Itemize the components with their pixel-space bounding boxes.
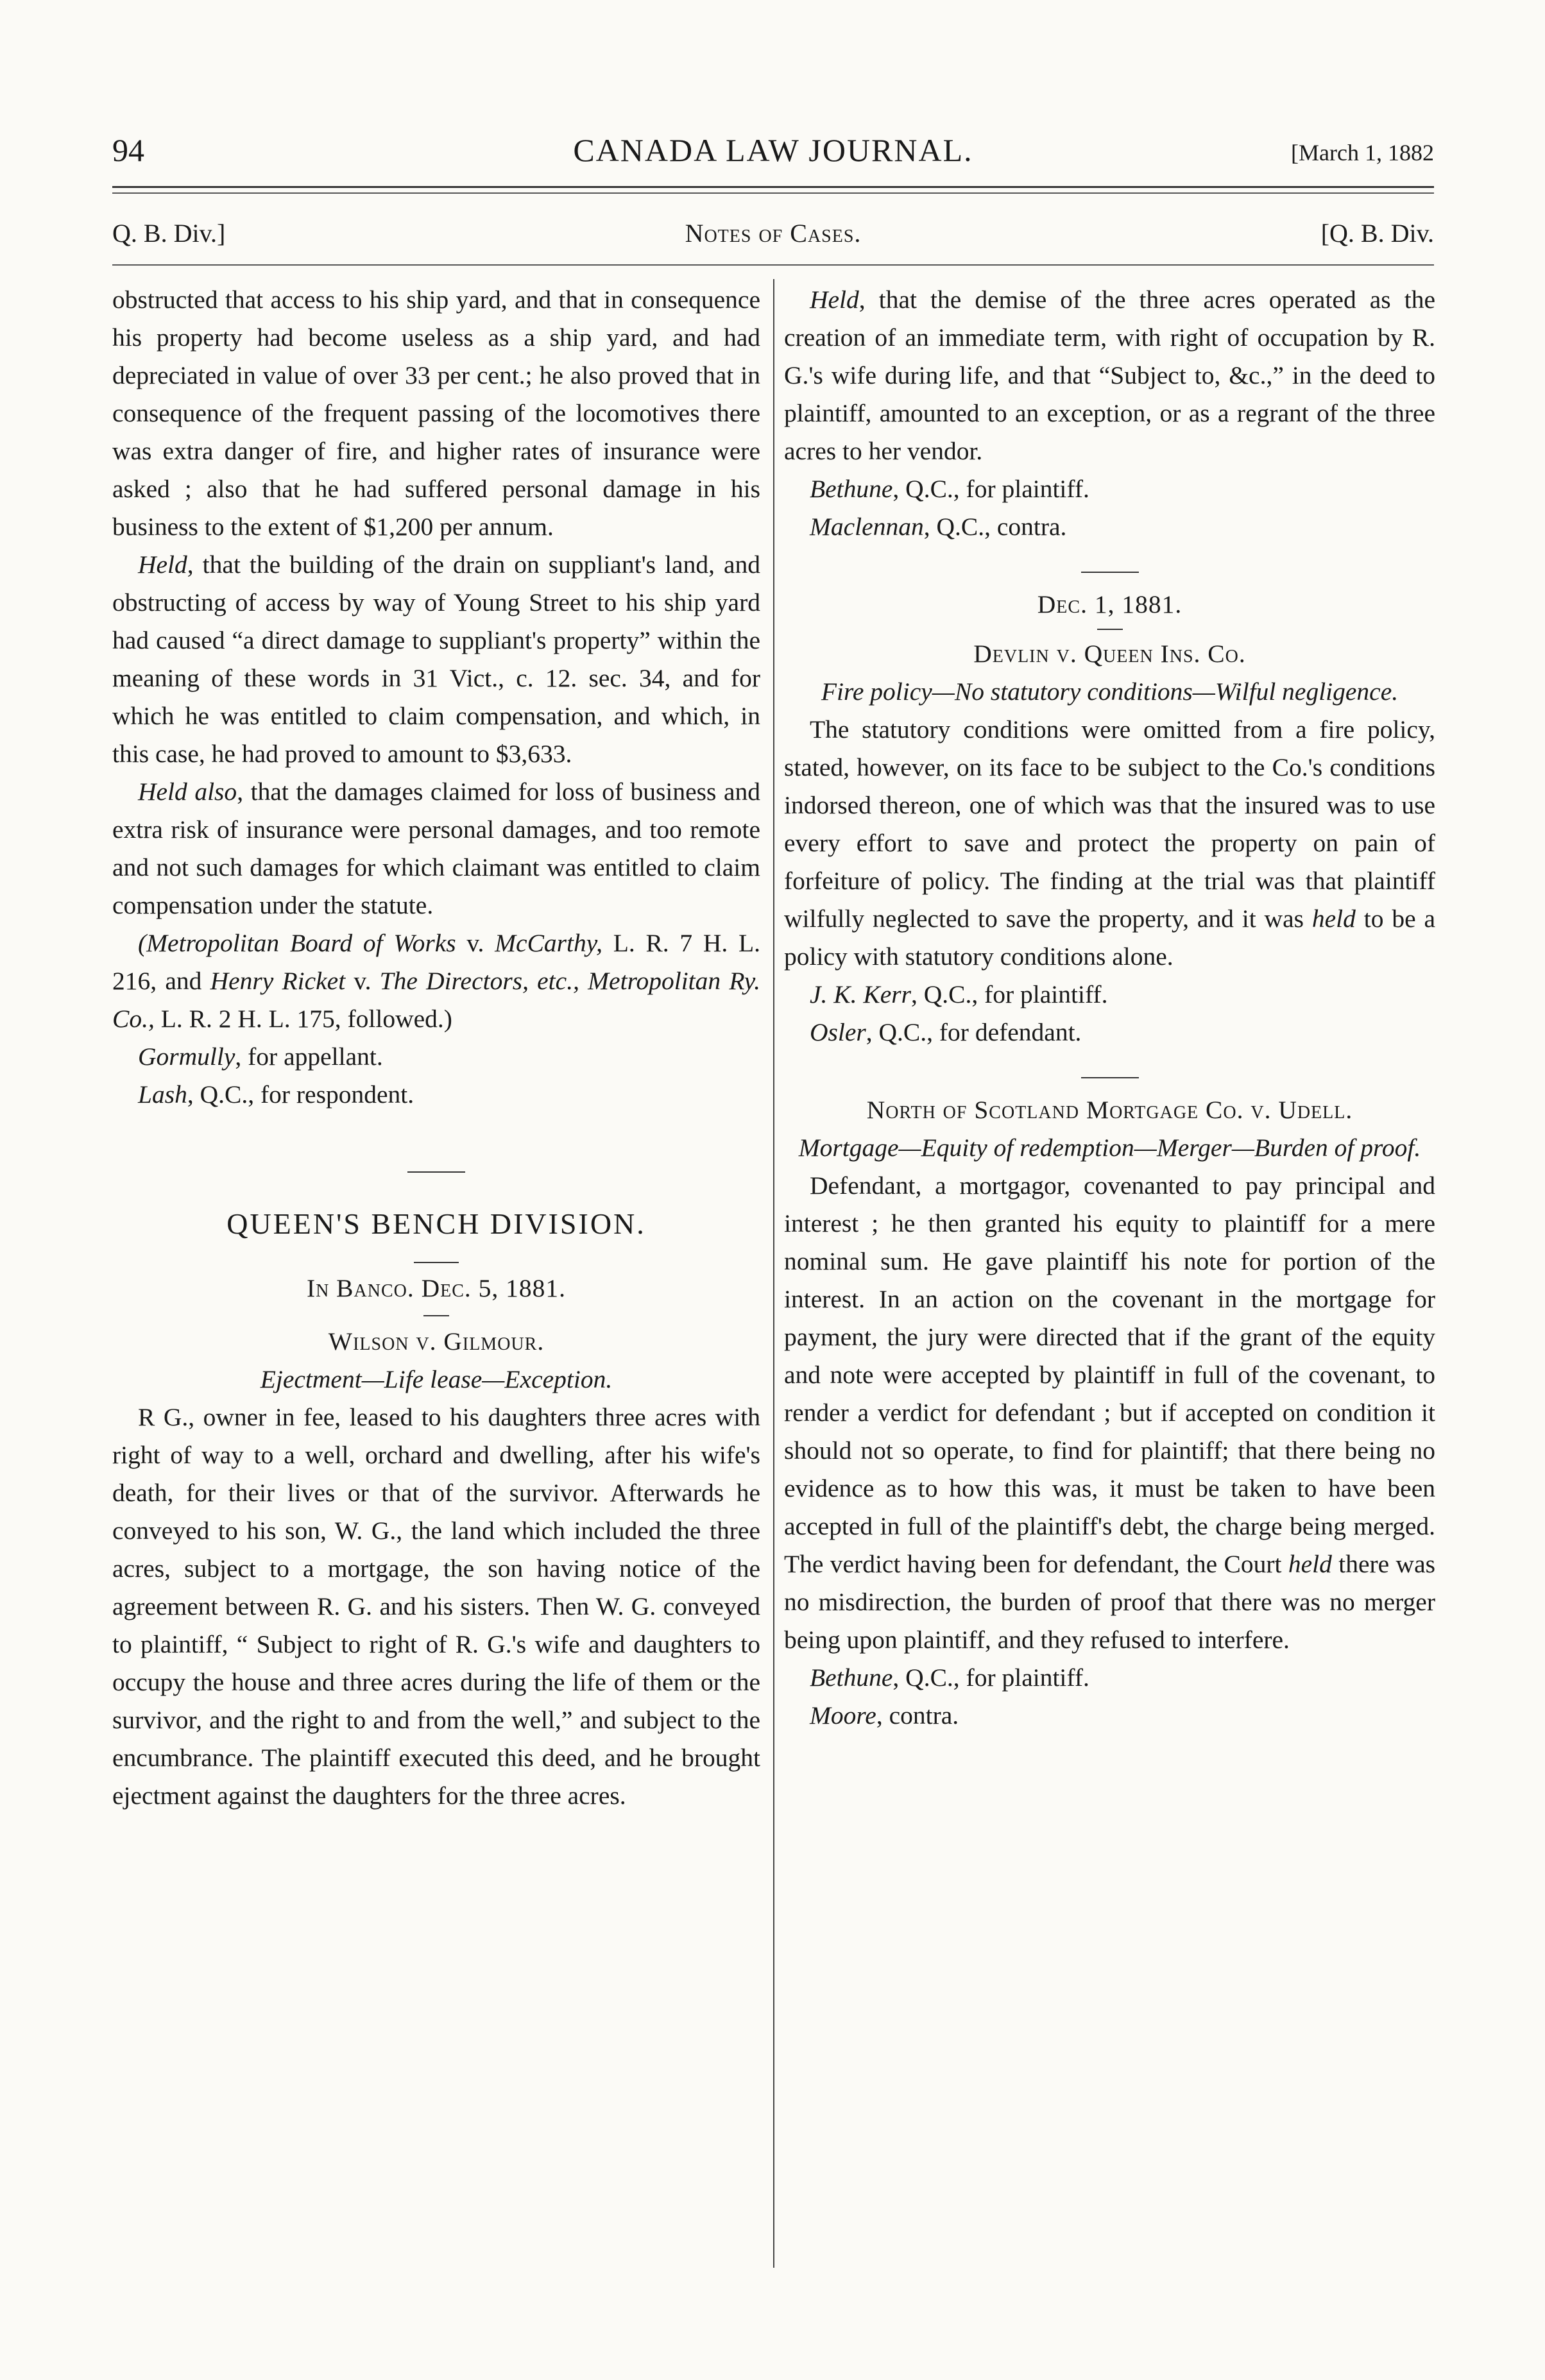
- paragraph-text: , that the demise of the three acres operated as the creation of an immediate term, with right of occupation by R. G.'s wife during life, and that “Subject to, &c.,” in the deed to plaintiff, amounted to an exception, or as a regrant of the three acres to her vendor.: [784, 285, 1435, 465]
- counsel-line: [784, 508, 1435, 546]
- counsel-name: Osler: [810, 1018, 866, 1046]
- counsel-role: , for appellant.: [235, 1042, 383, 1071]
- subheader-rule: [112, 264, 1434, 266]
- header-rule-2: [112, 192, 1434, 194]
- header-rule: [112, 186, 1434, 188]
- paragraph: [784, 1167, 1435, 1659]
- counsel-role: , Q.C., for defendant.: [866, 1018, 1082, 1046]
- paragraph-text: , that the damages claimed for loss of business and extra risk of insurance were personal damages, and too remote and not such damages for which claimant was entitled to claim compensation under the statute.: [112, 778, 760, 919]
- counsel-line: [784, 470, 1435, 508]
- paragraph: [784, 711, 1435, 976]
- case-subject: [784, 1129, 1435, 1167]
- counsel-role: , contra.: [876, 1701, 959, 1730]
- right-column: [784, 281, 1435, 1735]
- counsel-line: [784, 1659, 1435, 1697]
- page-number: 94: [112, 132, 144, 168]
- paragraph-text: , that the building of the drain on suppliant's land, and obstructing of access by way of Young Street to his ship yard had caused “a direct damage to suppliant's property” within the meaning of these words in 31 Vict., c. 12. sec. 34, and for which he was entitled to claim compensation, and which, in this case, he had proved to amount to $3,633.: [112, 550, 760, 768]
- counsel-name: J. K. Kerr: [810, 980, 911, 1008]
- citation-text: v.: [456, 929, 495, 957]
- counsel-name: Bethune: [810, 1663, 893, 1692]
- counsel-name: Gormully: [138, 1042, 235, 1071]
- citation-case: The Directors, etc., Metropolitan Ry. Co.,: [112, 967, 760, 1033]
- case-subject: [112, 1361, 760, 1398]
- section-right: [Q. B. Div.: [1320, 219, 1434, 248]
- division-title: QUEEN'S BENCH DIVISION.: [226, 1207, 646, 1240]
- page-header: [112, 132, 1434, 176]
- held-label: Held: [138, 550, 187, 579]
- counsel-line: [784, 1697, 1435, 1735]
- counsel-line: [784, 1014, 1435, 1051]
- case-title: North of Scotland Mortgage Co. v. Udell.: [866, 1096, 1353, 1124]
- counsel-name: Moore: [810, 1701, 876, 1730]
- counsel-name: Lash: [138, 1080, 187, 1109]
- section-left: Q. B. Div.]: [112, 219, 226, 248]
- counsel-role: , Q.C., for plaintiff.: [911, 980, 1108, 1008]
- paragraph: [112, 546, 760, 773]
- held-label: Held also: [138, 778, 237, 806]
- case-title: Devlin v. Queen Ins. Co.: [973, 640, 1246, 668]
- citation-case: (Metropolitan Board of Works: [138, 929, 456, 957]
- counsel-role: , Q.C., for respondent.: [187, 1080, 414, 1109]
- case-subject-text: Ejectment—Life lease—Exception.: [260, 1365, 613, 1393]
- paragraph-text: Defendant, a mortgagor, covenanted to pay principal and interest ; he then granted his equity to plaintiff for a mere nominal sum. He gave plaintiff his note for portion of the interest. In an action on the covenant in the mortgage for payment, the jury were directed that if the grant of the equity and note were accepted by plaintiff in full of the covenant, to render a verdict for defendant ; but if accepted on condition it should not so operate, to find for plaintiff; that there being no evidence as to how this was, it must be taken to have been accepted in full of the plaintiff's debt, the charge being merged. The verdict having been for defendant, the Court: [784, 1171, 1435, 1578]
- citation-text: L. R. 2 H. L. 175, followed.): [154, 1005, 452, 1033]
- paragraph-text: to be a policy with statutory conditions alone.: [784, 905, 1435, 971]
- citation-case: Henry Ricket: [210, 967, 346, 995]
- court-date: In Banco. Dec. 5, 1881.: [306, 1274, 567, 1302]
- paragraph-text: The statutory conditions were omitted from a fire policy, stated, however, on its face to be subject to the Co.'s conditions indorsed thereon, one of which was that the insured was to use every effort to save and protect the property on pain of forfeiture of policy. The finding at the trial was that plaintiff wilfully neglected to save the property, and it was: [784, 715, 1435, 933]
- paragraph: [784, 281, 1435, 470]
- issue-date: [March 1, 1882: [1291, 140, 1434, 166]
- case-subject: [784, 673, 1435, 711]
- paragraph: [112, 773, 760, 924]
- case-subject-text: Fire policy—No statutory conditions—Wilful negligence.: [821, 677, 1399, 706]
- section-center: Notes of Cases.: [685, 219, 862, 248]
- held-label: Held: [810, 285, 859, 314]
- case-date: Dec. 1, 1881.: [1037, 590, 1182, 618]
- section-header: [112, 218, 1434, 257]
- citation-case: McCarthy,: [495, 929, 602, 957]
- counsel-line: [112, 1038, 760, 1076]
- case-subject-text: Mortgage—Equity of redemption—Merger—Burden of proof.: [798, 1134, 1421, 1162]
- column-divider: [773, 279, 774, 2268]
- case-title: Wilson v. Gilmour.: [328, 1327, 545, 1356]
- citation-text: v.: [345, 967, 380, 995]
- counsel-role: , Q.C., for plaintiff.: [892, 475, 1089, 503]
- counsel-role: , Q.C., contra.: [923, 513, 1067, 541]
- journal-title: CANADA LAW JOURNAL.: [573, 132, 973, 168]
- counsel-line: [784, 976, 1435, 1014]
- left-column: [112, 281, 760, 1815]
- held-label: held: [1288, 1550, 1332, 1578]
- counsel-line: [112, 1076, 760, 1114]
- citation: [112, 924, 760, 1038]
- citation-text: L. R. 7 H. L. 216, and: [112, 929, 760, 995]
- paragraph: R G., owner in fee, leased to his daughters three acres with right of way to a well, orchard and dwelling, after his wife's death, for their lives or that of the survivor. Afterwards he conveyed to his son, W. G., the land which included the three acres, subject to a mortgage, the son having notice of the agreement between R. G. and his sisters. Then W. G. conveyed to plaintiff, “ Subject to right of R. G.'s wife and daughters to occupy the house and three acres during the life of them or the survivor, and the right to and from the well,” and subject to the encumbrance. The plaintiff executed this deed, and he brought ejectment against the daughters for the three acres.: [112, 1403, 760, 1810]
- counsel-name: Bethune: [810, 475, 893, 503]
- paragraph-text: there was no misdirection, the burden of proof that there was no merger being upon plaintiff, and they refused to interfere.: [784, 1550, 1435, 1654]
- counsel-role: , Q.C., for plaintiff.: [892, 1663, 1089, 1692]
- held-label: held: [1311, 905, 1356, 933]
- paragraph: obstructed that access to his ship yard, and that in consequence his property had become useless as a ship yard, and had depreciated in value of over 33 per cent.; he also proved that in consequence of the frequent passing of the locomotives there was extra danger of fire, and higher rates of insurance were asked ; also that he had suffered personal damage in his business to the extent of $1,200 per annum.: [112, 285, 760, 541]
- counsel-name: Maclennan: [810, 513, 924, 541]
